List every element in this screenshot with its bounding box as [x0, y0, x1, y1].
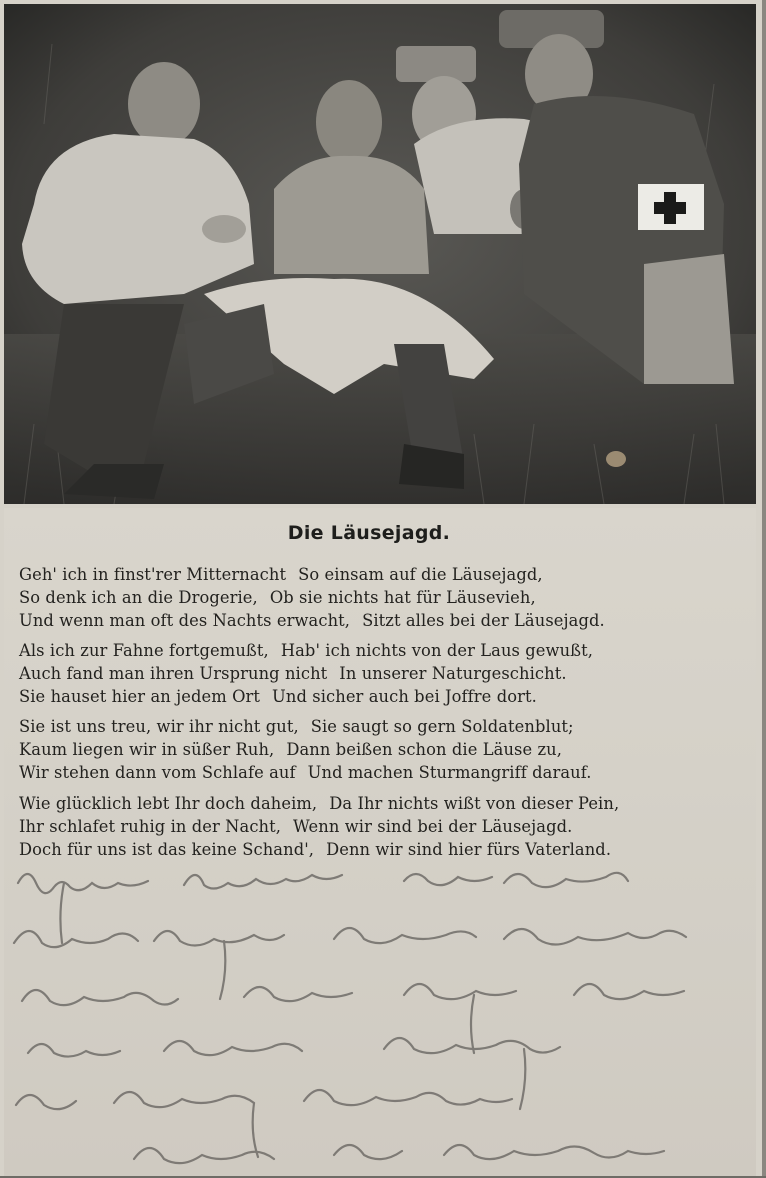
poem-line: Wie glücklich lebt Ihr doch daheim, Da Ihr nichts wißt von dieser Pein, — [19, 794, 620, 813]
poem-line: Ihr schlafet ruhig in der Nacht, Wenn wir sind bei der Läusejagd. — [19, 817, 573, 836]
stanza-3 — [19, 715, 739, 784]
handwritten-note — [4, 863, 756, 1173]
poem-line: Geh' ich in finst'rer Mitternacht So einsam auf die Läusejagd, — [19, 565, 543, 584]
poem-line: Wir stehen dann vom Schlafe auf Und machen Sturmangriff darauf. — [19, 763, 592, 782]
stanza-1 — [19, 563, 739, 632]
poem-title: Die Läusejagd. — [287, 522, 451, 544]
poem-line: Und wenn man oft des Nachts erwacht, Sitzt alles bei der Läusejagd. — [19, 611, 605, 630]
photograph-four-soldiers — [4, 4, 756, 504]
poem-line: Doch für uns ist das keine Schand', Denn wir sind hier fürs Vaterland. — [19, 840, 612, 859]
stanza-4 — [19, 792, 739, 861]
stanza-2 — [19, 639, 739, 708]
poem-line: Auch fand man ihren Ursprung nicht In unserer Naturgeschicht. — [19, 664, 567, 683]
poem-section — [4, 508, 756, 1176]
poem-line: Sie ist uns treu, wir ihr nicht gut, Sie saugt so gern Soldatenblut; — [19, 717, 574, 736]
poem-line: Sie hauset hier an jedem Ort Und sicher auch bei Joffre dort. — [19, 687, 537, 706]
poem-line: Als ich zur Fahne fortgemußt, Hab' ich nichts von der Laus gewußt, — [19, 641, 594, 660]
poem-line: So denk ich an die Drogerie, Ob sie nichts hat für Läusevieh, — [19, 588, 536, 607]
poem-line: Kaum liegen wir in süßer Ruh, Dann beißen schon die Läuse zu, — [19, 740, 563, 759]
